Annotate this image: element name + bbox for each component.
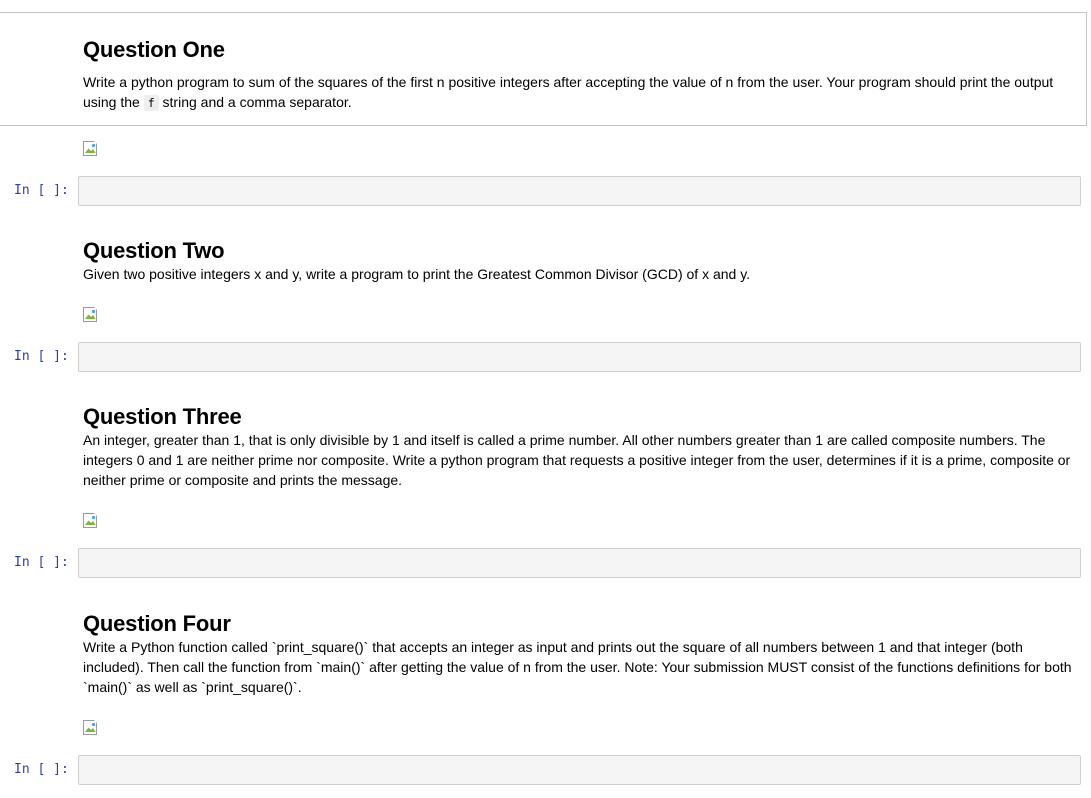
question-one-title: Question One [83,37,225,62]
code-cell-2 [0,342,1091,372]
question-three-text: An integer, greater than 1, that is only divisible by 1 and itself is called a prime number. All other numbers greater than 1 are called composite numbers. The integers 0 and 1 are neither prime nor composite. Write a python program that requests a positive integer from the user, determines if it is a prime, composite or neither prime or composite and prints the message. [83,432,1071,488]
question-four-text: Write a Python function called `print_square()` that accepts an integer as input and prints out the square of all numbers between 1 and that integer (both included). Then call the function from `main()` after getting the value of n from the user. Note: Your submission MUST consist of the functions definitions for both `main()` as well as `print_square()`. [83,639,1072,695]
question-one-text [83,72,1072,113]
markdown-cell-question-three[interactable] [83,404,1077,490]
input-prompt: In [ ]: [14,349,69,364]
broken-image-icon [83,720,99,736]
markdown-cell-question-one[interactable] [0,12,1087,126]
markdown-cell-question-two[interactable] [83,238,1077,284]
input-prompt: In [ ]: [14,555,69,570]
code-cell-3 [0,548,1091,578]
input-prompt: In [ ]: [14,183,69,198]
code-cell-1 [0,176,1091,206]
question-three-title: Question Three [83,404,242,429]
question-one-text-part2: string and a comma separator. [158,94,352,110]
code-cell-4 [0,755,1091,785]
question-two-text: Given two positive integers x and y, write a program to print the Greatest Common Divisor (GCD) of x and y. [83,266,751,282]
broken-image-icon [83,307,99,323]
code-editor-input[interactable] [78,176,1081,206]
question-two-title: Question Two [83,238,225,263]
code-editor-input[interactable] [78,755,1081,785]
broken-image-icon [83,141,99,157]
code-editor-input[interactable] [78,342,1081,372]
input-prompt: In [ ]: [14,762,69,777]
question-one-text-part1: Write a python program to sum of the squares of the first n positive integers after accepting the value of n from the user. Your program should print the output using the [83,74,1054,110]
inline-code-f: f [144,95,159,111]
markdown-cell-question-four[interactable] [83,611,1077,697]
question-four-title: Question Four [83,611,231,636]
broken-image-icon [83,513,99,529]
code-editor-input[interactable] [78,548,1081,578]
